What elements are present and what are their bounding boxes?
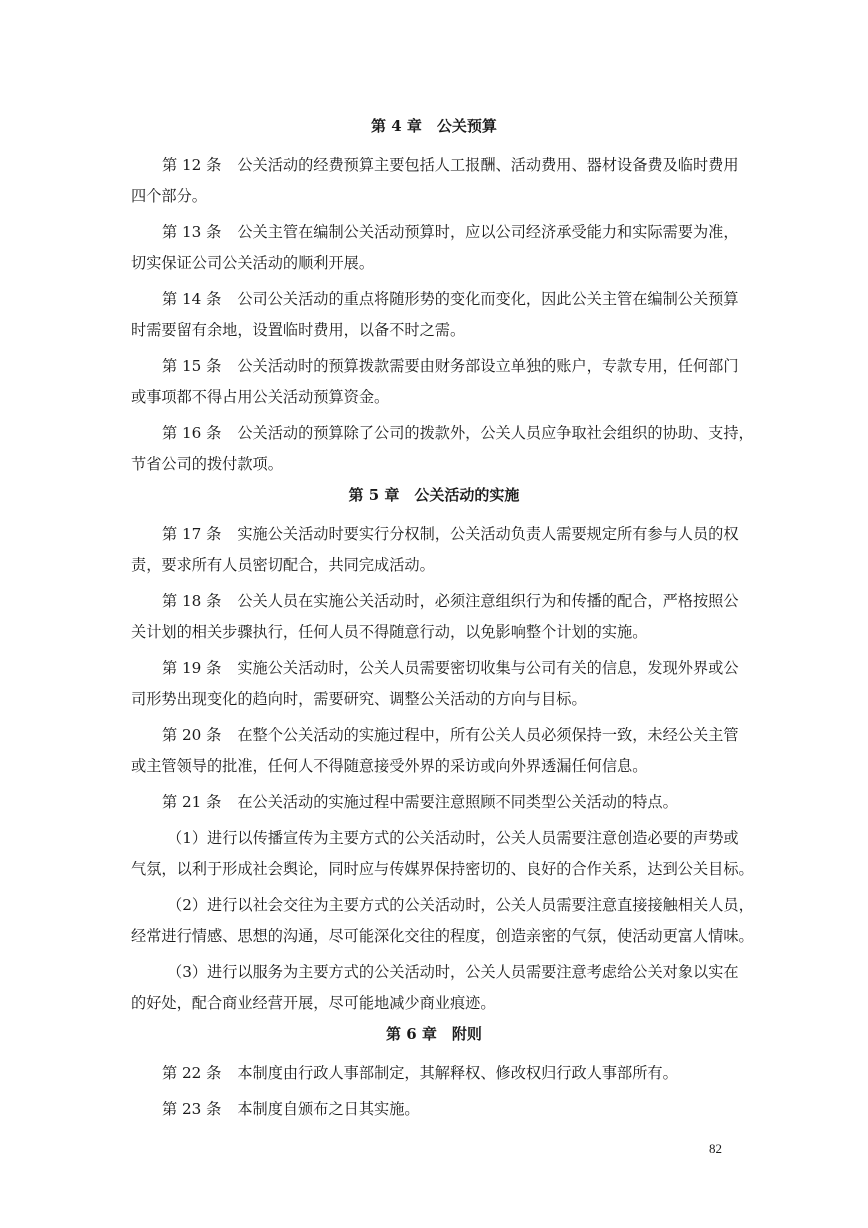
list-item-text-continued: 的好处，配合商业经营开展，尽可能地减少商业痕迹。 bbox=[131, 994, 496, 1012]
article-text-continued: 司形势出现变化的趋向时，需要研究、调整公关活动的方向与目标。 bbox=[131, 690, 587, 708]
chapter-title: 第 4 章 公关预算 bbox=[371, 117, 497, 135]
list-item-2 bbox=[131, 890, 754, 952]
article-number: 第 14 条 bbox=[162, 290, 222, 308]
article-number: 第 21 条 bbox=[162, 793, 222, 811]
article-text: 实施公关活动时，公关人员需要密切收集与公司有关的信息，发现外界或公 bbox=[237, 659, 739, 677]
article-text: 实施公关活动时要实行分权制，公关活动负责人需要规定所有参与人员的权 bbox=[237, 525, 739, 543]
chapter-title: 第 5 章 公关活动的实施 bbox=[348, 486, 520, 504]
article-12 bbox=[131, 150, 737, 212]
article-text: 公关人员在实施公关活动时，必须注意组织行为和传播的配合，严格按照公 bbox=[237, 592, 739, 610]
article-text: 公司公关活动的重点将随形势的变化而变化，因此公关主管在编制公关预算 bbox=[237, 290, 739, 308]
article-text-continued: 时需要留有余地，设置临时费用，以备不时之需。 bbox=[131, 321, 466, 339]
article-number: 第 19 条 bbox=[162, 659, 222, 677]
article-18 bbox=[131, 586, 737, 648]
list-item-text: （3）进行以服务为主要方式的公关活动时，公关人员需要注意考虑给公关对象以实在 bbox=[167, 963, 739, 981]
article-19 bbox=[131, 653, 737, 715]
article-number: 第 20 条 bbox=[162, 726, 222, 744]
article-text-continued: 关计划的相关步骤执行，任何人员不得随意行动，以免影响整个计划的实施。 bbox=[131, 623, 648, 641]
article-number: 第 15 条 bbox=[162, 357, 222, 375]
article-number: 第 12 条 bbox=[162, 156, 222, 174]
article-number: 第 18 条 bbox=[162, 592, 222, 610]
article-14 bbox=[131, 284, 737, 346]
article-text-continued: 责，要求所有人员密切配合，共同完成活动。 bbox=[131, 556, 435, 574]
article-17 bbox=[131, 519, 737, 581]
page-number: 82 bbox=[709, 1141, 722, 1156]
chapter-title: 第 6 章 附则 bbox=[386, 1025, 482, 1043]
article-text: 公关活动的经费预算主要包括人工报酬、活动费用、器材设备费及临时费用 bbox=[237, 156, 739, 174]
list-item-text-continued: 气氛，以利于形成社会舆论，同时应与传媒界保持密切的、良好的合作关系，达到公关目标。 bbox=[131, 860, 754, 878]
article-text-continued: 节省公司的拨付款项。 bbox=[131, 455, 283, 473]
article-text-continued: 或主管领导的批准，任何人不得随意接受外界的采访或向外界透漏任何信息。 bbox=[131, 757, 648, 775]
article-16 bbox=[131, 418, 754, 480]
list-item-1 bbox=[131, 823, 754, 885]
article-text: 在公关活动的实施过程中需要注意照顾不同类型公关活动的特点。 bbox=[237, 793, 678, 811]
article-text-continued: 四个部分。 bbox=[131, 187, 207, 205]
article-20 bbox=[131, 720, 737, 782]
article-text: 公关主管在编制公关活动预算时，应以公司经济承受能力和实际需要为准， bbox=[237, 223, 739, 241]
article-23 bbox=[131, 1094, 737, 1125]
article-text: 本制度自颁布之日其实施。 bbox=[237, 1100, 420, 1118]
article-number: 第 22 条 bbox=[162, 1064, 222, 1082]
list-item-3 bbox=[131, 957, 737, 1019]
article-22 bbox=[131, 1058, 737, 1089]
article-15 bbox=[131, 351, 737, 413]
article-number: 第 17 条 bbox=[162, 525, 222, 543]
article-text: 在整个公关活动的实施过程中，所有公关人员必须保持一致，未经公关主管 bbox=[237, 726, 739, 744]
list-item-text: （1）进行以传播宣传为主要方式的公关活动时，公关人员需要注意创造必要的声势或 bbox=[167, 829, 739, 847]
article-text: 本制度由行政人事部制定，其解释权、修改权归行政人事部所有。 bbox=[237, 1064, 678, 1082]
list-item-text: （2）进行以社会交往为主要方式的公关活动时，公关人员需要注意直接接触相关人员， bbox=[167, 896, 754, 914]
article-text: 公关活动的预算除了公司的拨款外，公关人员应争取社会组织的协助、支持， bbox=[237, 424, 754, 442]
article-text-continued: 或事项都不得占用公关活动预算资金。 bbox=[131, 388, 390, 406]
document-body bbox=[131, 112, 754, 1130]
list-item-text-continued: 经常进行情感、思想的沟通，尽可能深化交往的程度，创造亲密的气氛，使活动更富人情味。 bbox=[131, 927, 754, 945]
article-21 bbox=[131, 787, 737, 818]
article-13 bbox=[131, 217, 737, 279]
article-number: 第 16 条 bbox=[162, 424, 222, 442]
article-number: 第 13 条 bbox=[162, 223, 222, 241]
article-text-continued: 切实保证公司公关活动的顺利开展。 bbox=[131, 254, 374, 272]
article-text: 公关活动时的预算拨款需要由财务部设立单独的账户，专款专用，任何部门 bbox=[237, 357, 739, 375]
article-number: 第 23 条 bbox=[162, 1100, 222, 1118]
